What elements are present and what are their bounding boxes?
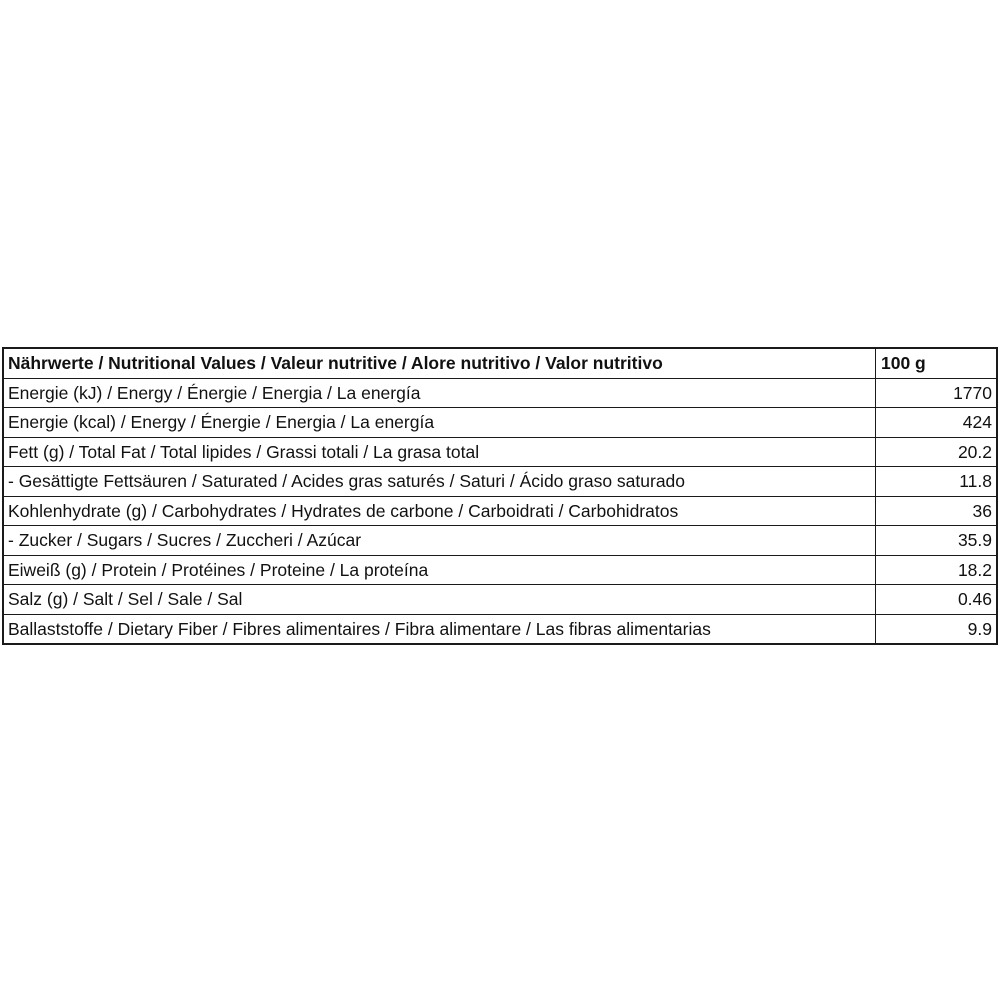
table-row bbox=[4, 437, 997, 467]
row-label: Fett (g) / Total Fat / Total lipides / Grassi totali / La grasa total bbox=[4, 437, 876, 467]
row-value: 0.46 bbox=[876, 585, 997, 615]
row-label: Salz (g) / Salt / Sel / Sale / Sal bbox=[4, 585, 876, 615]
table-row bbox=[4, 614, 997, 644]
row-label: Ballaststoffe / Dietary Fiber / Fibres alimentaires / Fibra alimentare / Las fibras alimentarias bbox=[4, 614, 876, 644]
row-value: 9.9 bbox=[876, 614, 997, 644]
row-value: 36 bbox=[876, 496, 997, 526]
row-value: 35.9 bbox=[876, 526, 997, 556]
row-label: Energie (kJ) / Energy / Énergie / Energia / La energía bbox=[4, 378, 876, 408]
table-row bbox=[4, 555, 997, 585]
table-row bbox=[4, 526, 997, 556]
table-row bbox=[4, 378, 997, 408]
row-label: Energie (kcal) / Energy / Énergie / Energia / La energía bbox=[4, 408, 876, 438]
row-label: - Zucker / Sugars / Sucres / Zuccheri / Azúcar bbox=[4, 526, 876, 556]
header-label: Nährwerte / Nutritional Values / Valeur nutritive / Alore nutritivo / Valor nutritivo bbox=[4, 349, 876, 379]
table-header-row bbox=[4, 349, 997, 379]
table-row bbox=[4, 408, 997, 438]
table-row bbox=[4, 585, 997, 615]
row-value: 11.8 bbox=[876, 467, 997, 497]
row-value: 18.2 bbox=[876, 555, 997, 585]
table-row bbox=[4, 467, 997, 497]
nutrition-table bbox=[3, 348, 997, 644]
row-value: 20.2 bbox=[876, 437, 997, 467]
table-row bbox=[4, 496, 997, 526]
row-value: 1770 bbox=[876, 378, 997, 408]
row-label: - Gesättigte Fettsäuren / Saturated / Acides gras saturés / Saturi / Ácido graso saturado bbox=[4, 467, 876, 497]
header-value: 100 g bbox=[876, 349, 997, 379]
row-value: 424 bbox=[876, 408, 997, 438]
row-label: Kohlenhydrate (g) / Carbohydrates / Hydrates de carbone / Carboidrati / Carbohidratos bbox=[4, 496, 876, 526]
row-label: Eiweiß (g) / Protein / Protéines / Proteine / La proteína bbox=[4, 555, 876, 585]
